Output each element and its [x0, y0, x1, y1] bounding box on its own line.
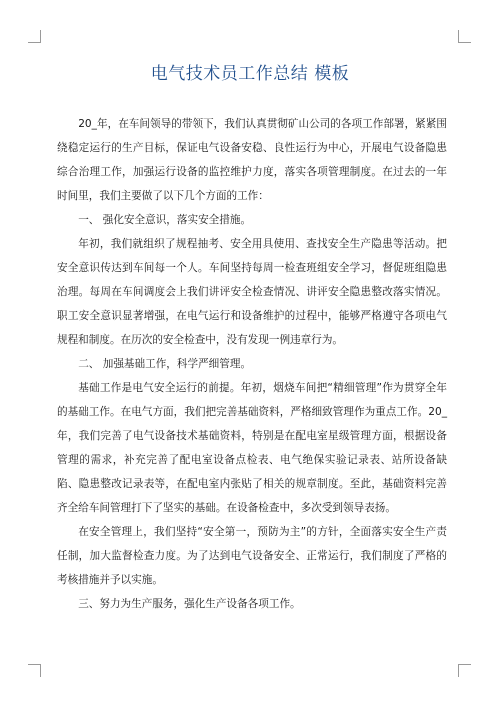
- document-body: [57, 112, 447, 616]
- crop-mark-bottom-right: [458, 664, 471, 677]
- crop-mark-top-left: [28, 30, 41, 43]
- section-heading-1: 一、 强化安全意识，落实安全措施。: [78, 214, 252, 226]
- section-2-paragraph-2: 在安全管理上，我们坚持“安全第一，预防为主”的方针，全面落实安全生产责任制，加大监督检查力度。为了达到电气设备安全、正常运行，我们制度了严格的考核措施并予以实施。: [57, 526, 447, 586]
- crop-mark-bottom-left: [28, 664, 41, 677]
- intro-paragraph: 20_年，在车间领导的带领下，我们认真贯彻矿山公司的各项工作部署，紧紧围绕稳定运行的生产目标，保证电气设备安稳、良性运行为中心，开展电气设备隐患综合治理工作，加强运行设备的监控维护力度，落实各项管理制度。在过去的一年时间里，我们主要做了以下几个方面的工作：: [57, 118, 447, 202]
- section-heading-3: 三、努力为生产服务，强化生产设备各项工作。: [78, 598, 301, 610]
- crop-mark-top-right: [458, 30, 471, 43]
- section-1-paragraph: 年初，我们就组织了规程抽考、安全用具使用、查找安全生产隐患等活动。把安全意识传达到车间每一个人。车间坚持每周一检查班组安全学习，督促班组隐患治理。每周在车间调度会上我们讲评安全检查情况、讲评安全隐患整改落实情况。职工安全意识显著增强，在电气运行和设备维护的过程中，能够严格遵守各项电气规程和制度。在历次的安全检查中，没有发现一例违章行为。: [57, 238, 447, 346]
- section-heading-2: 二、 加强基础工作，科学严细管理。: [78, 358, 252, 370]
- document-title: 电气技术员工作总结 模板: [150, 64, 350, 84]
- section-2-paragraph-1: 基础工作是电气安全运行的前提。年初，烟烧车间把“精细管理”作为贯穿全年的基础工作。在电气方面，我们把完善基础资料，严格细致管理作为重点工作。20_年，我们完善了电气设备技术基础资料，特别是在配电室星级管理方面，根据设备管理的需求，补充完善了配电室设备点检表、电气绝保实验记录表、站所设备缺陷、隐患整改记录表等，在配电室内张贴了相关的规章制度。至此，基础资料完善齐全给车间管理打下了坚实的基础。在设备检查中，多次受到领导表扬。: [57, 382, 447, 514]
